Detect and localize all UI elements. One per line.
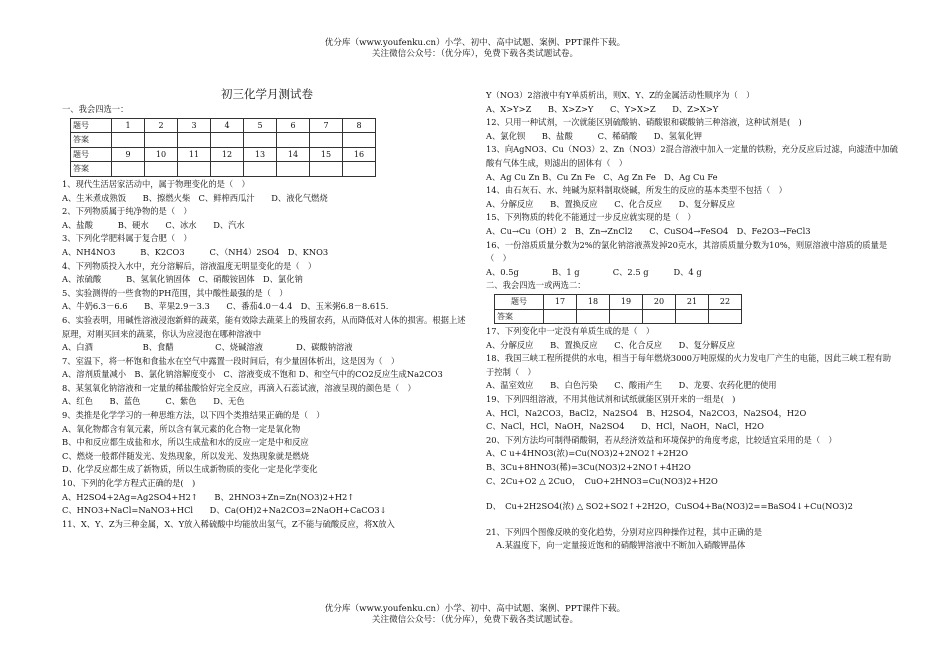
- table-cell: 17: [544, 294, 577, 309]
- text-line: A、红色 B、蓝色 C、紫色 D、无色: [62, 396, 245, 407]
- answer-cell[interactable]: [544, 309, 577, 324]
- table-cell: 15: [310, 147, 343, 162]
- text-line: Y（NO3）2溶液中有Y单质析出，则X、Y、Z的金属活动性顺序为（ ）: [486, 90, 755, 100]
- text-line: 10、下列的化学方程式正确的是( ): [62, 478, 196, 489]
- text-line: D、化学反应都生成了新物质，所以生成新物质的变化一定是化学变化: [62, 464, 318, 475]
- table-row: [71, 162, 376, 177]
- answer-cell[interactable]: [244, 162, 277, 177]
- page-footer: [0, 604, 950, 626]
- text-line: C、燃烧一般都伴随发光、发热现象，所以发光、发热现象就是燃烧: [62, 450, 309, 461]
- text-line: 11、X、Y、Z为三种金属，X、Y放入稀硫酸中均能放出氢气，Z不能与硫酸反应，将X放入: [62, 518, 395, 529]
- text-line: 8、某氢氧化钠溶液和一定量的稀盐酸恰好完全反应，再滴入石蕊试液，溶液呈现的颜色是（ ）: [62, 382, 416, 393]
- text-line: A.某温度下，向一定量接近饱和的硝酸钾溶液中不断加入硝酸钾晶体: [496, 540, 746, 551]
- text-line: 18、我国三峡工程所提供的水电，相当于每年燃烧3000万吨原煤的火力发电厂产生的电能，因此三峡工程有助于控制（ ）: [486, 353, 892, 377]
- answer-cell[interactable]: [676, 309, 709, 324]
- text-line: 12、只用一种试剂，一次就能区别硫酸钠、硝酸银和碳酸钠三种溶液，这种试剂是( ): [486, 117, 802, 128]
- text-line: A、C u+4HNO3(浓)=Cu(NO3)2+2NO2↑+2H2O: [486, 448, 689, 459]
- text-line: 17、下列变化中一定没有单质生成的是（ ）: [486, 326, 655, 337]
- text-line: C、NaCl，HCl，NaOH，Na2SO4 D、HCl，NaOH，NaCl，H2O: [486, 421, 764, 432]
- text-line: A、Ag Cu Zn B、Cu Zn Fe C、Ag Zn Fe D、Ag Cu Fe: [486, 171, 718, 182]
- table-cell: 16: [343, 147, 376, 162]
- table-cell: 6: [277, 118, 310, 133]
- text-line: A、Cu→Cu（OH）2 B、Zn→ZnCl2 C、CuSO4→FeSO4 D、Fe2O3→FeCl3: [486, 225, 811, 236]
- answer-cell[interactable]: [310, 133, 343, 148]
- text-line: 13、向AgNO3、Cu（NO3）2、Zn（NO3）2混合溶液中加入一定量的铁粉，充分反应后过滤，向滤渣中加硫酸有气体生成，则滤出的固体有（ ）: [486, 144, 898, 168]
- text-line: 21、下列四个图像反映的变化趋势，分别对应四种操作过程，其中正确的是: [486, 526, 763, 537]
- text-line: 14、由石灰石、水、纯碱为原料制取烧碱，所发生的反应的基本类型不包括（ ）: [486, 185, 787, 196]
- text-line: A、X>Y>Z B、X>Z>Y C、Y>X>Z D、Z>X>Y: [486, 103, 719, 114]
- answer-cell[interactable]: [145, 133, 178, 148]
- table-cell: 22: [709, 294, 742, 309]
- answer-cell[interactable]: [178, 162, 211, 177]
- answer-cell[interactable]: [343, 133, 376, 148]
- text-line: 1、现代生活居家活动中，属于物理变化的是（ ）: [62, 178, 250, 189]
- page-header: [0, 38, 950, 60]
- right-column: [486, 89, 898, 553]
- table-row: [495, 309, 742, 324]
- text-line: A、牛奶6.3－6.6 B、苹果2.9－3.3 C、番茄4.0－4.4 D、玉米粥6.8－8.615.: [62, 301, 389, 312]
- text-line: B、中和反应都生成盐和水，所以生成盐和水的反应一定是中和反应: [62, 437, 309, 448]
- table-row: [71, 147, 376, 162]
- table-row: [71, 133, 376, 148]
- table-cell: 10: [145, 147, 178, 162]
- text-line: 16、一份溶质质量分数为2%的氯化钠溶液蒸发掉20克水，其溶质质量分数为10%，则原溶液中溶质的质量是（ ）: [486, 239, 888, 264]
- text-line: A、盐酸 B、硬水 C、冰水 D、汽水: [62, 219, 245, 230]
- answer-cell[interactable]: [577, 309, 610, 324]
- table-cell: 答案: [495, 309, 544, 324]
- table-cell: 4: [211, 118, 244, 133]
- answer-cell[interactable]: [211, 133, 244, 148]
- answer-cell[interactable]: [709, 309, 742, 324]
- text-line: A、H2SO4+2Ag=Ag2SO4+H2↑ B、2HNO3+Zn=Zn(NO3)2+H2↑: [62, 491, 355, 502]
- text-line: C、HNO3+NaCl=NaNO3+HCl D、Ca(OH)2+Na2CO3=2NaOH+CaCO3↓: [62, 505, 387, 516]
- footer-line-2: 关注微信公众号：（优分库），免费下载各类试题试卷。: [371, 615, 579, 625]
- table-cell: 19: [610, 294, 643, 309]
- table-cell: 1: [112, 118, 145, 133]
- left-column: [62, 86, 472, 531]
- text-line: A、NH4NO3 B、K2CO3 C、（NH4）2SO4 D、KNO3: [62, 246, 329, 257]
- header-line-1: 优分库（www.youfenku.cn）小学、初中、高中试题、案例、PPT课件下载。: [324, 38, 626, 48]
- table-cell: 7: [310, 118, 343, 133]
- text-line: 20、下列方法均可制得硝酸铜，若从经济效益和环境保护的角度考虑，比较适宜采用的是（ ）: [486, 434, 837, 445]
- text-line: A、浓硫酸 B、氢氧化钠固体 C、硝酸铵固体 D、氯化钠: [62, 274, 303, 285]
- table-cell: 12: [211, 147, 244, 162]
- text-line: 19、下列四组溶液，不用其他试剂和试纸就能区别开来的一组是( ): [486, 394, 736, 405]
- answer-cell[interactable]: [211, 162, 244, 177]
- table-cell: 14: [277, 147, 310, 162]
- text-line: 15、下列物质的转化不能通过一步反应就实现的是（ ）: [486, 212, 696, 223]
- table-cell: 8: [343, 118, 376, 133]
- text-line: A、溶剂质量减小 B、氯化钠溶解度变小 C、溶液变成不饱和 D、和空气中的CO2反应生成Na2CO3: [62, 369, 443, 380]
- text-line: A、分解反应 B、置换反应 C、化合反应 D、复分解反应: [486, 198, 736, 209]
- answer-cell[interactable]: [145, 162, 178, 177]
- answer-cell[interactable]: [112, 133, 145, 148]
- table-cell: 题号: [71, 147, 112, 162]
- table-cell: 9: [112, 147, 145, 162]
- exam-title: 初三化学月测试卷: [221, 87, 313, 101]
- table-cell: 21: [676, 294, 709, 309]
- table-row: [71, 118, 376, 133]
- text-line: A、白酒 B、食醋 C、烧碱溶液 D、碳酸钠溶液: [62, 342, 353, 353]
- table-cell: 13: [244, 147, 277, 162]
- section-2-heading: 二、我会四选一或两选二：: [486, 280, 586, 291]
- answer-cell[interactable]: [244, 133, 277, 148]
- text-line: 2、下列物质属于纯净物的是（ ）: [62, 206, 192, 217]
- text-line: 7、室温下，将一杯饱和食盐水在空气中露置一段时间后，有少量固体析出，这是因为（ ）: [62, 355, 400, 366]
- table-cell: 题号: [71, 118, 112, 133]
- text-line: 5、实验测得的一些食物的PH范围，其中酸性最强的是（ ）: [62, 287, 288, 298]
- text-line: A、温室效应 B、白色污染 C、酸雨产生 D、龙要、农药化肥的使用: [486, 380, 777, 391]
- text-line: D、 Cu+2H2SO4(浓) △ SO2+SO2↑+2H2O，CuSO4+Ba(NO3)2==BaSO4↓+Cu(NO3)2: [486, 501, 853, 512]
- text-line: 9、类推是化学学习的一种思维方法，以下四个类推结果正确的是（ ）: [62, 410, 325, 421]
- table-cell: 5: [244, 118, 277, 133]
- table-cell: 3: [178, 118, 211, 133]
- answer-cell[interactable]: [643, 309, 676, 324]
- text-line: B、3Cu+8HNO3(稀)=3Cu(NO3)2+2NO↑+4H2O: [486, 462, 691, 473]
- table-cell: 题号: [495, 294, 544, 309]
- table-cell: 答案: [71, 133, 112, 148]
- text-line: A、分解反应 B、置换反应 C、化合反应 D、复分解反应: [486, 339, 736, 350]
- text-line: A、氧化物都含有氧元素，所以含有氧元素的化合物一定是氧化物: [62, 423, 301, 434]
- table-cell: 答案: [71, 162, 112, 177]
- table-cell: 2: [145, 118, 178, 133]
- table-cell: 11: [178, 147, 211, 162]
- text-line: A、0.5g B、1 g C、2.5 g D、4 g: [486, 266, 702, 277]
- answer-cell[interactable]: [277, 162, 310, 177]
- answer-cell[interactable]: [178, 133, 211, 148]
- text-line: 6、实验表明，用碱性溶液浸泡新鲜的蔬菜，能有效除去蔬菜上的残留农药，从而降低对人体的损害。根据上述原理，对刚买回来的蔬菜，你认为应浸泡在哪种溶液中: [62, 314, 466, 339]
- table-row: [495, 294, 742, 309]
- answer-table-2: [494, 294, 742, 324]
- text-line: A、氯化钡 B、盐酸 C、稀硝酸 D、氢氧化钾: [486, 130, 702, 141]
- footer-line-1: 优分库（www.youfenku.cn）小学、初中、高中试题、案例、PPT课件下载。: [324, 604, 626, 614]
- text-line: C、2Cu+O2 △ 2CuO， CuO+2HNO3=Cu(NO3)2+H2O: [486, 475, 718, 486]
- answer-cell[interactable]: [277, 133, 310, 148]
- table-cell: 20: [643, 294, 676, 309]
- answer-cell[interactable]: [343, 162, 376, 177]
- answer-cell[interactable]: [112, 162, 145, 177]
- text-line: A、HCl，Na2CO3，BaCl2，Na2SO4 B、H2SO4，Na2CO3，Na2SO4，H2O: [486, 407, 807, 418]
- header-line-2: 关注微信公众号：（优分库），免费下载各类试题试卷。: [371, 49, 579, 59]
- text-line: 3、下列化学肥料属于复合肥（ ）: [62, 233, 192, 244]
- answer-cell[interactable]: [310, 162, 343, 177]
- section-1-heading: 一、我会四选一：: [62, 104, 129, 114]
- table-cell: 18: [577, 294, 610, 309]
- text-line: A、生米煮成熟饭 B、擦燃火柴 C、鲜榨西瓜汁 D、液化气燃烧: [62, 192, 328, 203]
- answer-table-1: [70, 118, 376, 177]
- text-line: 4、下列物质投入水中，充分溶解后，溶液温度无明显变化的是（ ）: [62, 260, 317, 271]
- answer-cell[interactable]: [610, 309, 643, 324]
